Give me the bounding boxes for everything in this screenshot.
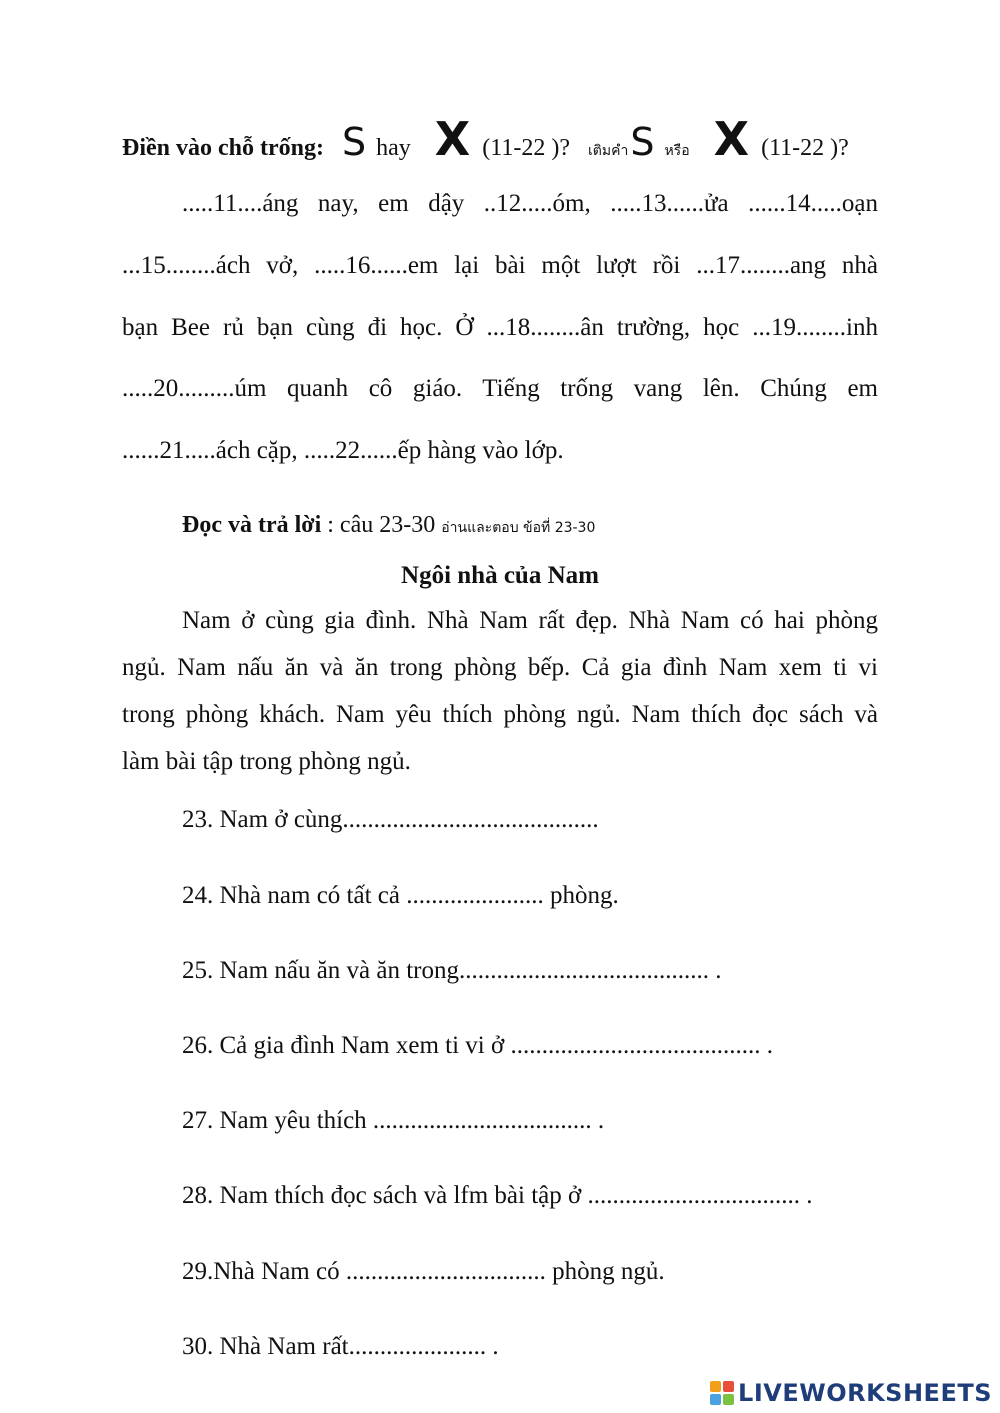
thai-or-label: หรือ: [664, 143, 690, 159]
letter-s: S: [341, 120, 367, 164]
story-line-2: ngủ. Nam nấu ăn và ăn trong phòng bếp. Cả gia đình Nam xem ti vi: [122, 654, 878, 681]
logo-square: [710, 1394, 721, 1405]
letter-x: X: [434, 112, 471, 166]
fill-line-1: .....11....áng nay, em dậy ..12.....óm, .....13......ửa ......14.....oạn: [182, 190, 878, 217]
liveworksheets-logo: [710, 1378, 992, 1408]
logo-icon: [710, 1381, 734, 1405]
fill-line-5: ......21.....ách cặp, .....22......ếp hàng vào lớp.: [122, 437, 564, 464]
story-line-3: trong phòng khách. Nam yêu thích phòng ngủ. Nam thích đọc sách và: [122, 701, 878, 728]
letter-x-2: X: [713, 112, 750, 166]
reading-label: [182, 512, 595, 539]
reading-label-bold: Đọc và trả lời: [182, 512, 322, 538]
exercise-header: [122, 112, 849, 172]
story-title: Ngôi nhà của Nam: [401, 562, 599, 589]
thai-fill-label: เติมคำ: [587, 143, 629, 159]
story-line-4: làm bài tập trong phòng ngủ.: [122, 748, 411, 775]
reading-label-thai: อ่านและตอบ ข้อที่ 23-30: [441, 520, 596, 536]
question-30: 30. Nhà Nam rất...................... .: [182, 1333, 499, 1360]
question-23: 23. Nam ở cùng.........................................: [182, 806, 599, 833]
fill-line-3: bạn Bee rủ bạn cùng đi học. Ở ...18........ân trường, học ...19........inh: [122, 314, 878, 341]
logo-square: [710, 1381, 721, 1392]
question-24: 24. Nhà nam có tất cả ...................... phòng.: [182, 882, 619, 909]
logo-text: LIVEWORKSHEETS: [738, 1379, 992, 1407]
fill-line-2: ...15........ách vở, .....16......em lại bài một lượt rồi ...17........ang nhà: [122, 252, 878, 279]
question-28: 28. Nam thích đọc sách và lfm bài tập ở .................................. .: [182, 1182, 813, 1209]
header-title: Điền vào chỗ trống:: [122, 135, 324, 161]
logo-square: [723, 1394, 734, 1405]
logo-square: [723, 1381, 734, 1392]
letter-s-2: S: [630, 120, 655, 164]
header-range: (11-22 )?: [482, 135, 570, 161]
fill-line-4: .....20.........úm quanh cô giáo. Tiếng trống vang lên. Chúng em: [122, 375, 878, 402]
header-range-2: (11-22 )?: [761, 135, 849, 161]
reading-label-rest: : câu 23-30: [321, 512, 442, 538]
question-29: 29.Nhà Nam có ................................ phòng ngủ.: [182, 1258, 665, 1285]
question-25: 25. Nam nấu ăn và ăn trong........................................ .: [182, 957, 722, 984]
story-line-1: Nam ở cùng gia đình. Nhà Nam rất đẹp. Nhà Nam có hai phòng: [182, 607, 878, 634]
header-hay: hay: [376, 135, 411, 161]
question-26: 26. Cả gia đình Nam xem ti vi ở ........................................ .: [182, 1032, 773, 1059]
question-27: 27. Nam yêu thích ................................... .: [182, 1107, 605, 1134]
